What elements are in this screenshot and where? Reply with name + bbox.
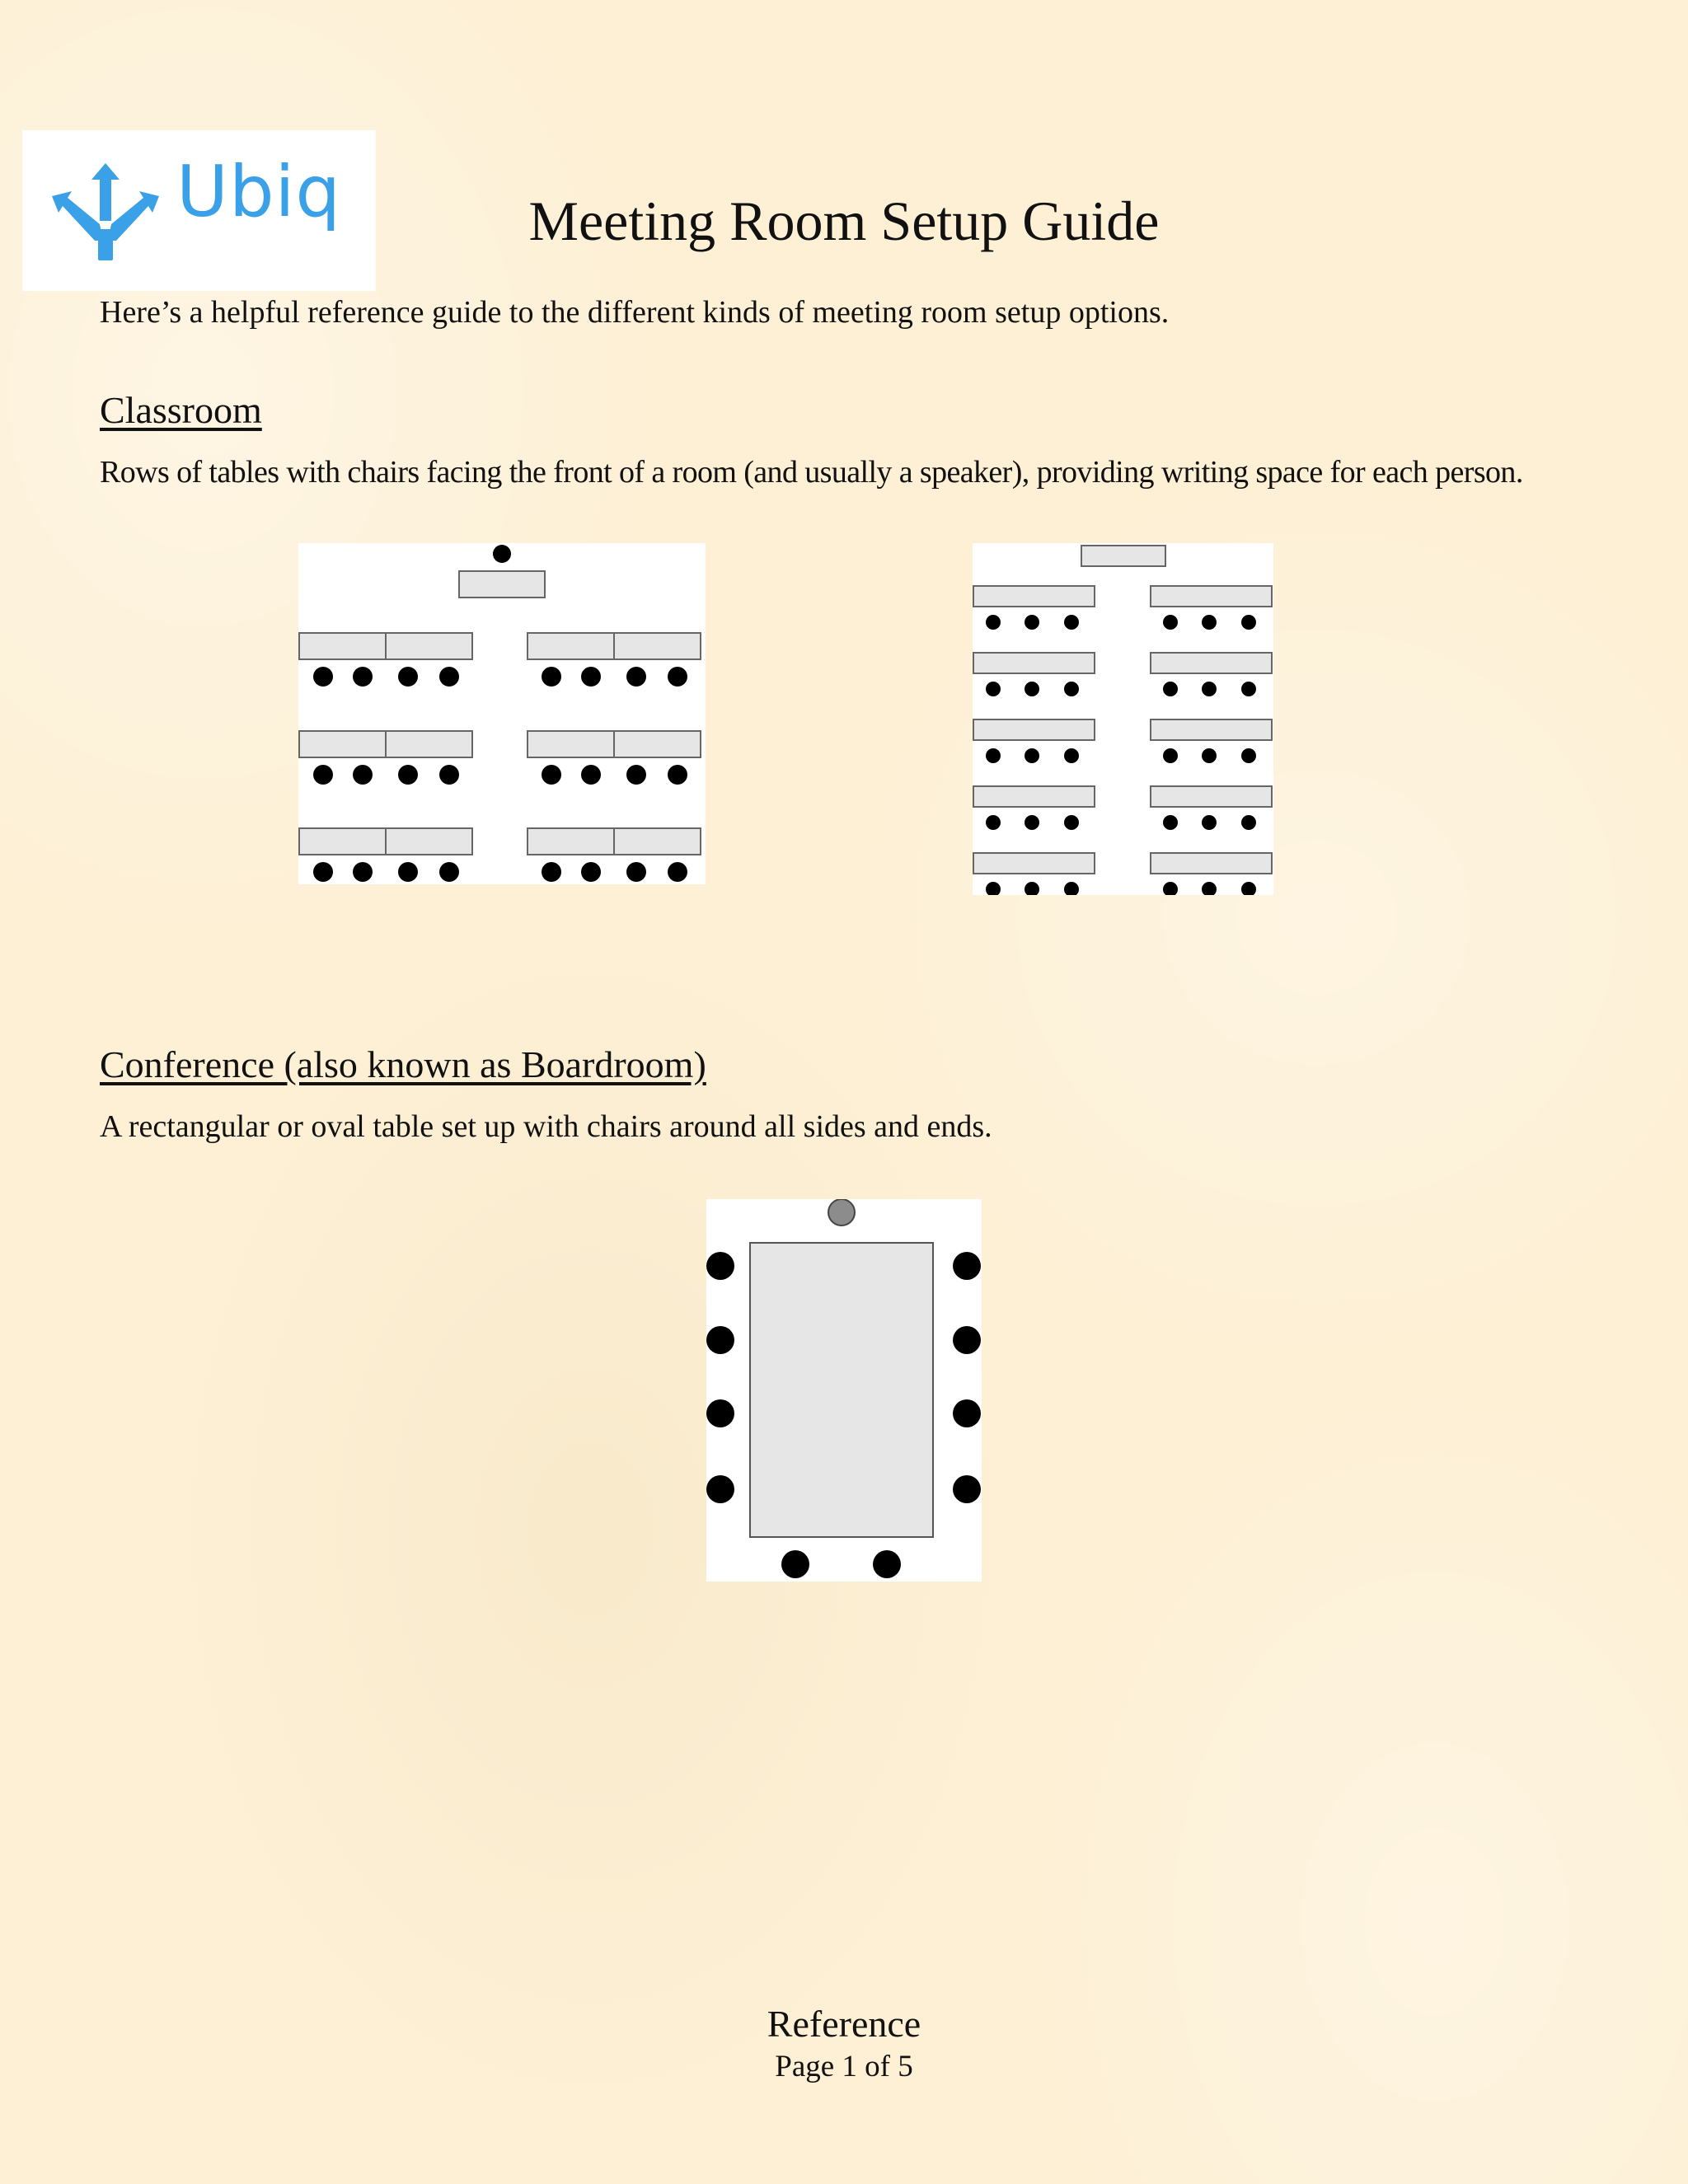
chair (1163, 682, 1178, 696)
chair (353, 765, 373, 785)
chair (398, 667, 418, 687)
chair (1163, 748, 1178, 763)
chair (626, 765, 646, 785)
head-chair (828, 1199, 855, 1226)
table (528, 633, 614, 659)
chair (1064, 682, 1079, 696)
logo-wordmark: Ubiq (176, 151, 342, 233)
chair (953, 1252, 981, 1280)
chair (398, 862, 418, 882)
chair (986, 815, 1001, 830)
intro-text: Here’s a helpful reference guide to the different kinds of meeting room setup options. (100, 295, 1170, 330)
table (614, 828, 701, 855)
chair (542, 765, 561, 785)
table (386, 828, 472, 855)
chair (1202, 748, 1217, 763)
classroom-diagram-narrow (973, 543, 1273, 895)
podium-table (459, 571, 545, 598)
chair (1241, 682, 1256, 696)
chair (1064, 748, 1079, 763)
table (386, 633, 472, 659)
chair (668, 765, 687, 785)
chair (439, 765, 459, 785)
chair (706, 1475, 734, 1503)
chair (581, 765, 601, 785)
table (299, 633, 386, 659)
chair (953, 1399, 981, 1427)
chair (1064, 615, 1079, 630)
speaker-chair (493, 545, 511, 563)
chair (781, 1550, 809, 1578)
chair (1202, 682, 1217, 696)
chair (1064, 815, 1079, 830)
chair (953, 1475, 981, 1503)
conference-table (750, 1243, 933, 1537)
chair (542, 862, 561, 882)
page-number: Page 1 of 5 (775, 2050, 913, 2083)
table (528, 828, 614, 855)
table (299, 828, 386, 855)
chair (1025, 815, 1039, 830)
table (973, 586, 1095, 607)
table (386, 731, 472, 757)
chair (581, 667, 601, 687)
chair (668, 667, 687, 687)
chair (1163, 615, 1178, 630)
page-title: Meeting Room Setup Guide (528, 190, 1160, 252)
chair (1202, 615, 1217, 630)
chair (706, 1326, 734, 1354)
chair (581, 862, 601, 882)
classroom-heading: Classroom (100, 389, 262, 431)
conference-heading: Conference (also known as Boardroom) (100, 1043, 706, 1085)
chair (626, 667, 646, 687)
table (1151, 853, 1272, 874)
chair (353, 667, 373, 687)
chair (313, 765, 333, 785)
chair (313, 667, 333, 687)
table (1151, 653, 1272, 673)
chair (953, 1326, 981, 1354)
table (614, 633, 701, 659)
classroom-description: Rows of tables with chairs facing the front of a room (and usually a speaker), providing writing space for each person. (100, 455, 1523, 490)
chair (353, 862, 373, 882)
table (1151, 586, 1272, 607)
chair (873, 1550, 901, 1578)
chair (439, 667, 459, 687)
chair (439, 862, 459, 882)
table (973, 653, 1095, 673)
chair (1025, 615, 1039, 630)
classroom-diagram-wide (298, 543, 706, 884)
chair (398, 765, 418, 785)
chair (1241, 815, 1256, 830)
chair (706, 1252, 734, 1280)
table (1151, 719, 1272, 740)
footer-label: Reference (767, 2003, 921, 2045)
chair (1202, 815, 1217, 830)
chair (1025, 748, 1039, 763)
conference-diagram (706, 1199, 982, 1582)
table (973, 786, 1095, 807)
chair (1241, 615, 1256, 630)
table (528, 731, 614, 757)
chair (1163, 815, 1178, 830)
chair (986, 615, 1001, 630)
chair (1241, 748, 1256, 763)
chair (986, 682, 1001, 696)
table (973, 719, 1095, 740)
chair (626, 862, 646, 882)
conference-description: A rectangular or oval table set up with chairs around all sides and ends. (100, 1109, 992, 1144)
chair (542, 667, 561, 687)
podium-table (1081, 546, 1165, 566)
table (1151, 786, 1272, 807)
table (299, 731, 386, 757)
chair (986, 748, 1001, 763)
chair (668, 862, 687, 882)
chair (313, 862, 333, 882)
table (614, 731, 701, 757)
chair (1025, 682, 1039, 696)
chair (706, 1399, 734, 1427)
table (973, 853, 1095, 874)
